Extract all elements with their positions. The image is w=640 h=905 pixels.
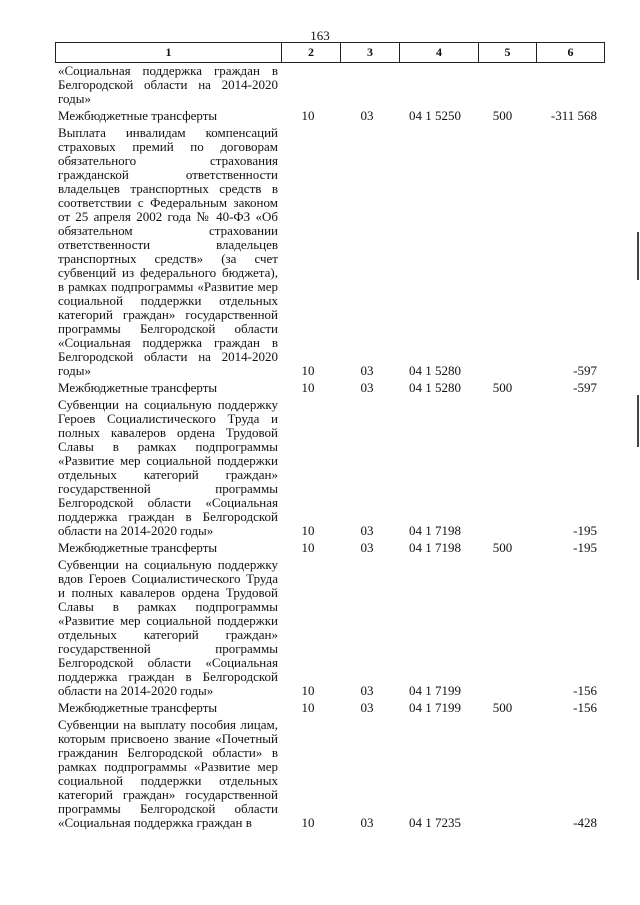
- cell-target-article: 04 1 7199: [409, 683, 461, 698]
- cell-target-article: 04 1 5280: [409, 363, 461, 378]
- cell-subsection: 03: [360, 108, 374, 123]
- table-row: [55, 398, 605, 538]
- column-header-5: 5: [479, 43, 537, 62]
- row-description: Межбюджетные трансферты: [58, 380, 218, 395]
- cell-section: 10: [301, 700, 315, 715]
- row-description: Субвенции на социальную поддержку вдов Героев Социалистического Труда и полных кавалеров ордена Трудовой Славы в рамках подпрограммы «Развитие мер социальной поддержки отдельных категорий граждан» государственной программы Белгородской области «Социальная поддержка граждан в Белгородской области на 2014-2020 годы»: [58, 557, 278, 698]
- cell-target-article: 04 1 7199: [409, 700, 461, 715]
- cell-section: 10: [301, 363, 315, 378]
- row-description: Субвенции на социальную поддержку Героев Социалистического Труда и полных кавалеров ордена Трудовой Славы в рамках подпрограммы «Развитие мер социальной поддержки отдельных категорий граждан» государственной программы Белгородской области «Социальная поддержка граждан в Белгородской области на 2014-2020 годы»: [58, 397, 278, 538]
- table-row: [55, 126, 605, 378]
- cell-section: 10: [301, 380, 315, 395]
- cell-amount: -195: [573, 540, 597, 555]
- column-header-2: 2: [282, 43, 341, 62]
- cell-subsection: 03: [360, 700, 374, 715]
- cell-expense-type: 500: [492, 108, 513, 123]
- cell-target-article: 04 1 7198: [409, 523, 461, 538]
- column-header-6: 6: [567, 45, 574, 59]
- cell-expense-type: 500: [492, 380, 513, 395]
- cell-section: 10: [301, 540, 315, 555]
- table-row: [55, 718, 605, 830]
- cell-subsection: 03: [360, 380, 374, 395]
- cell-amount: -597: [573, 363, 597, 378]
- page-number: 163: [310, 28, 330, 43]
- row-description: Выплата инвалидам компенсаций страховых премий по договорам обязательного страхования гражданской ответственности владельцев транспортных средств в соответствии с Федеральным законом от 25 апреля 2002 года № 40-ФЗ «Об обязательном страховании ответственности владельцев транспортных средств» (за счет субвенций из федерального бюджета), в рамках подпрограммы «Развитие мер социальной поддержки отдельных категорий граждан» государственной программы Белгородской области «Социальная поддержка граждан в Белгородской области на 2014-2020 годы»: [58, 125, 278, 378]
- row-description: Межбюджетные трансферты: [58, 108, 218, 123]
- cell-target-article: 04 1 5250: [409, 108, 461, 123]
- scan-edge-mark: [637, 232, 639, 280]
- cell-amount: -156: [573, 683, 597, 698]
- table-row: [55, 381, 605, 395]
- cell-section: 10: [301, 523, 315, 538]
- cell-target-article: 04 1 7198: [409, 540, 461, 555]
- table-row: [55, 558, 605, 698]
- scan-edge-mark: [637, 395, 639, 447]
- cell-subsection: 03: [360, 540, 374, 555]
- cell-subsection: 03: [360, 815, 374, 830]
- column-header-4: 4: [400, 43, 479, 62]
- cell-target-article: 04 1 7235: [409, 815, 461, 830]
- cell-amount: -156: [573, 700, 597, 715]
- cell-amount: -597: [573, 380, 597, 395]
- table-row: [55, 541, 605, 555]
- row-description: Межбюджетные трансферты: [58, 700, 218, 715]
- column-header-1: 1: [56, 43, 282, 62]
- table-body: [55, 64, 605, 833]
- cell-subsection: 03: [360, 523, 374, 538]
- cell-subsection: 03: [360, 363, 374, 378]
- cell-section: 10: [301, 683, 315, 698]
- row-description: Субвенции на выплату пособия лицам, которым присвоено звание «Почетный гражданин Белгородской области» в рамках подпрограммы «Развитие мер социальной поддержки отдельных категорий граждан» государственной программы Белгородской области «Социальная поддержка граждан в: [58, 717, 278, 830]
- cell-section: 10: [301, 108, 315, 123]
- row-description: «Социальная поддержка граждан в Белгородской области на 2014-2020 годы»: [58, 63, 278, 106]
- table-row: [55, 109, 605, 123]
- table-row: [55, 701, 605, 715]
- cell-target-article: 04 1 5280: [409, 380, 461, 395]
- table-header: [55, 42, 605, 63]
- cell-expense-type: 500: [492, 540, 513, 555]
- cell-amount: -428: [573, 815, 597, 830]
- column-header-3: 3: [341, 43, 400, 62]
- row-description: Межбюджетные трансферты: [58, 540, 218, 555]
- cell-expense-type: 500: [492, 700, 513, 715]
- cell-subsection: 03: [360, 683, 374, 698]
- cell-amount: -311 568: [550, 108, 597, 123]
- table-row: [55, 64, 605, 106]
- cell-section: 10: [301, 815, 315, 830]
- cell-amount: -195: [573, 523, 597, 538]
